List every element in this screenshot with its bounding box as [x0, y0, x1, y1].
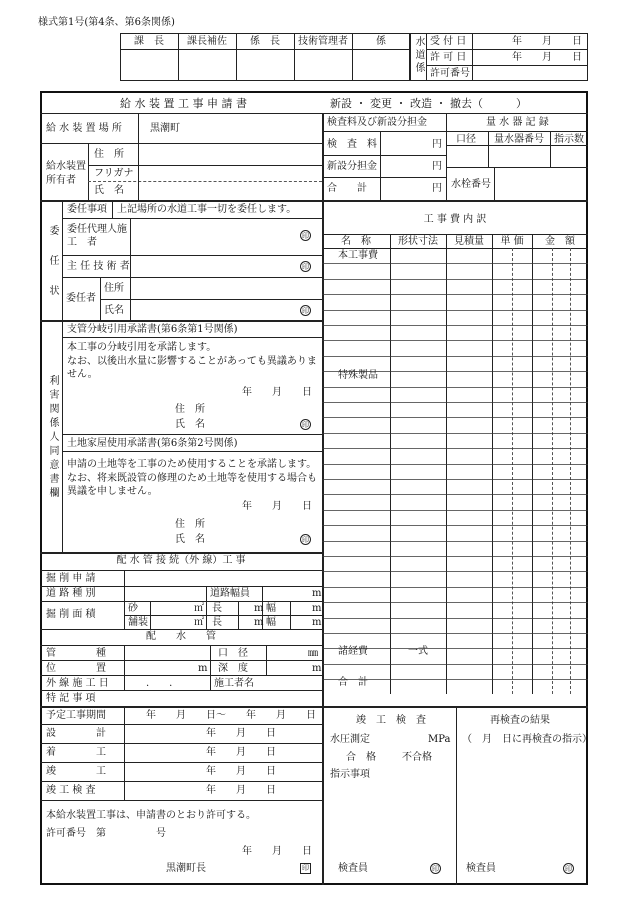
- instructions-label: 指示事項: [330, 769, 370, 780]
- approval-col-section-head: 係 長: [250, 36, 280, 47]
- yen-unit: 円: [432, 139, 442, 150]
- length-label: 長: [212, 617, 222, 628]
- work-type-options: 新設 ・ 変更 ・ 改造 ・ 撤去（ ）: [330, 97, 527, 110]
- width-label: 幅: [266, 617, 276, 628]
- road-width-label: 道路幅員: [210, 588, 250, 599]
- official-seal-mark: 印: [302, 864, 309, 872]
- fees-title: 検査料及び新設分担金: [327, 117, 427, 128]
- land-consent-text-1: 申請の土地等を工事のため使用することを承諾します。: [67, 459, 317, 470]
- owner-label: 給水装置所有者: [46, 161, 86, 186]
- start-date: 年 月 日: [206, 747, 276, 758]
- seal-mark: 印: [302, 263, 309, 271]
- inspector-label: 検査員: [338, 863, 368, 874]
- square-meter-unit: ㎡: [194, 603, 204, 614]
- planned-period-value: 年 月 日～ 年 月 日: [146, 710, 316, 721]
- mayor-label: 黒潮町長: [166, 863, 206, 874]
- water-section-label: 水道係: [413, 36, 424, 75]
- special-notes-label: 特 記 事 項: [46, 693, 96, 704]
- land-consent-text-2: なお、将来既設管の修理のため土地等を使用する場合も異議を申しません。: [67, 473, 317, 497]
- form-number: 様式第1号(第4条、第6条関係): [38, 17, 175, 28]
- cost-col-name: 名 称: [341, 236, 371, 247]
- owner-address-label: 住 所: [94, 149, 124, 160]
- misc-expenses-label: 諸経費: [338, 646, 368, 657]
- meter-unit: m: [312, 617, 322, 628]
- branch-consent-date: 年 月 日: [242, 387, 312, 398]
- seal-mark: 印: [432, 865, 439, 873]
- seal-mark: 印: [565, 865, 572, 873]
- delegator-address-label: 住所: [104, 283, 124, 294]
- agent-contractor-label: 委任代理人施 工 者: [67, 224, 137, 248]
- dig-area-label: 掘 削 面 積: [46, 609, 96, 620]
- seal-mark: 印: [302, 307, 309, 315]
- yen-unit: 円: [432, 183, 442, 194]
- pass-label: 合 格: [346, 752, 376, 763]
- approval-col-staff: 係: [376, 36, 386, 47]
- dig-application-label: 掘 削 申 請: [46, 573, 96, 584]
- land-consent-date: 年 月 日: [242, 501, 312, 512]
- chief-engineer-label: 主 任 技 術 者: [67, 261, 130, 272]
- cost-col-amount: 金 額: [545, 236, 575, 247]
- meter-unit: m: [198, 663, 208, 674]
- meter-unit: m: [312, 603, 322, 614]
- reinspection-title: 再検査の結果: [490, 715, 550, 726]
- land-consent-title: 土地家屋使用承諾書(第6条第2号関係): [67, 438, 238, 449]
- completion-inspection-label: 竣 工 検 査: [46, 785, 96, 796]
- owner-kana-label: フリガナ: [94, 168, 134, 179]
- reinspection-note: （ 月 日に再検査の指示）: [462, 734, 592, 745]
- pipe-diameter-label: 口 径: [218, 648, 248, 659]
- completion-inspection-date: 年 月 日: [206, 785, 276, 796]
- completion-inspection-title: 竣 工 検 査: [356, 715, 426, 726]
- meter-unit: m: [254, 603, 264, 614]
- meter-col-number: 量水器番号: [494, 134, 544, 145]
- delegator-label: 委任者: [66, 293, 96, 304]
- fees-total-label: 合 計: [327, 183, 367, 194]
- design-label: 設 計: [46, 728, 106, 739]
- cost-breakdown-title: 工 事 費 内 訳: [423, 214, 487, 225]
- width-label: 幅: [266, 603, 276, 614]
- square-meter-unit: ㎡: [194, 617, 204, 628]
- form-title: 給 水 装 置 工 事 申 請 書: [120, 97, 247, 110]
- receipt-date-value: 年 月 日: [512, 36, 582, 47]
- meter-col-diameter: 口径: [456, 134, 476, 145]
- receipt-date-label: 受 付 日: [430, 36, 467, 47]
- fail-label: 不合格: [402, 752, 432, 763]
- planned-period-label: 予定工事期間: [46, 710, 106, 721]
- new-share-fee-label: 新設分担金: [327, 161, 377, 172]
- road-type-label: 道 路 種 別: [46, 588, 96, 599]
- external-work-date-value: . .: [146, 678, 173, 689]
- meter-record-title: 量 水 器 記 録: [486, 117, 549, 128]
- length-label: 長: [212, 603, 222, 614]
- delegation-matter-text: 上記場所の水道工事一切を委任します。: [117, 204, 297, 215]
- cost-col-shape: 形状寸法: [398, 236, 438, 247]
- water-pressure-label: 水圧測定: [330, 734, 370, 745]
- main-work-cost-label: 本工事費: [338, 250, 378, 261]
- permit-date-label: 許 可 日: [430, 52, 467, 63]
- plug-number-label: 水栓番号: [451, 179, 491, 190]
- external-work-date-label: 外 線 施 工 日: [46, 678, 109, 689]
- branch-consent-text-1: 本工事の分岐引用を承諾します。: [67, 342, 217, 353]
- delegator-name-label: 氏名: [104, 305, 124, 316]
- consent-side-label: 利害関係人同意書欄: [47, 375, 58, 501]
- approval-col-deputy: 課長補佐: [187, 36, 227, 47]
- permit-date-value: 年 月 日: [512, 52, 582, 63]
- delegation-matter-label: 委任事項: [67, 204, 107, 215]
- gravel-label: 砂: [128, 603, 138, 614]
- contractor-name-label: 施工者名: [214, 678, 254, 689]
- land-consent-address-label: 住 所: [175, 519, 205, 530]
- cost-col-unit-price: 単 価: [500, 236, 524, 247]
- permit-date: 年 月 日: [242, 846, 312, 857]
- seal-mark: 印: [302, 536, 309, 544]
- cost-rows-grid: [322, 248, 588, 694]
- mpa-unit: MPa: [428, 734, 451, 745]
- yen-unit: 円: [432, 161, 442, 172]
- start-label: 着 工: [46, 747, 106, 758]
- location-label: 給 水 装 置 場 所: [46, 123, 122, 134]
- cost-col-quantity: 見積量: [454, 236, 484, 247]
- pipe-depth-label: 深 度: [218, 663, 248, 674]
- delegation-side-label: 委任状: [47, 225, 58, 315]
- cost-total-label: 合 計: [338, 677, 368, 688]
- reinspector-label: 検査員: [466, 863, 496, 874]
- meter-unit: m: [312, 663, 322, 674]
- meter-unit: m: [254, 617, 264, 628]
- pipe-type-label: 管 種: [46, 648, 106, 659]
- misc-expenses-qty: 一式: [408, 646, 428, 657]
- location-value: 黒潮町: [150, 123, 180, 134]
- permit-number-line: 許可番号 第 号: [46, 828, 166, 839]
- pipe-connection-title: 配 水 管 接 続（外 線）工 事: [116, 555, 246, 566]
- approval-col-chief: 課 長: [134, 36, 164, 47]
- seal-mark: 印: [302, 421, 309, 429]
- paved-label: 舗装: [128, 617, 148, 628]
- branch-consent-text-2: なお、以後出水量に影響することがあっても異議ありません。: [67, 356, 317, 380]
- completion-label: 竣 工: [46, 766, 106, 777]
- design-date: 年 月 日: [206, 728, 276, 739]
- meter-unit: m: [312, 588, 322, 599]
- land-consent-name-label: 氏 名: [175, 534, 205, 545]
- millimeter-unit: ㎜: [308, 648, 318, 659]
- completion-date: 年 月 日: [206, 766, 276, 777]
- permit-statement: 本給水装置工事は、申請書のとおり許可する。: [46, 810, 256, 821]
- special-products-label: 特殊製品: [338, 370, 378, 381]
- pipe-position-label: 位 置: [46, 663, 106, 674]
- approval-col-tech-manager: 技術管理者: [298, 36, 348, 47]
- distribution-pipe-title: 配 水 管: [146, 631, 216, 642]
- branch-consent-address-label: 住 所: [175, 404, 205, 415]
- meter-col-reading: 指示数: [554, 134, 584, 145]
- owner-name-label: 氏 名: [94, 185, 124, 196]
- inspection-fee-label: 検 査 料: [327, 139, 377, 150]
- branch-consent-title: 支管分岐引用承諾書(第6条第1号関係): [67, 324, 238, 335]
- branch-consent-name-label: 氏 名: [175, 419, 205, 430]
- seal-mark: 印: [302, 232, 309, 240]
- permit-number-label: 許可番号: [430, 68, 470, 79]
